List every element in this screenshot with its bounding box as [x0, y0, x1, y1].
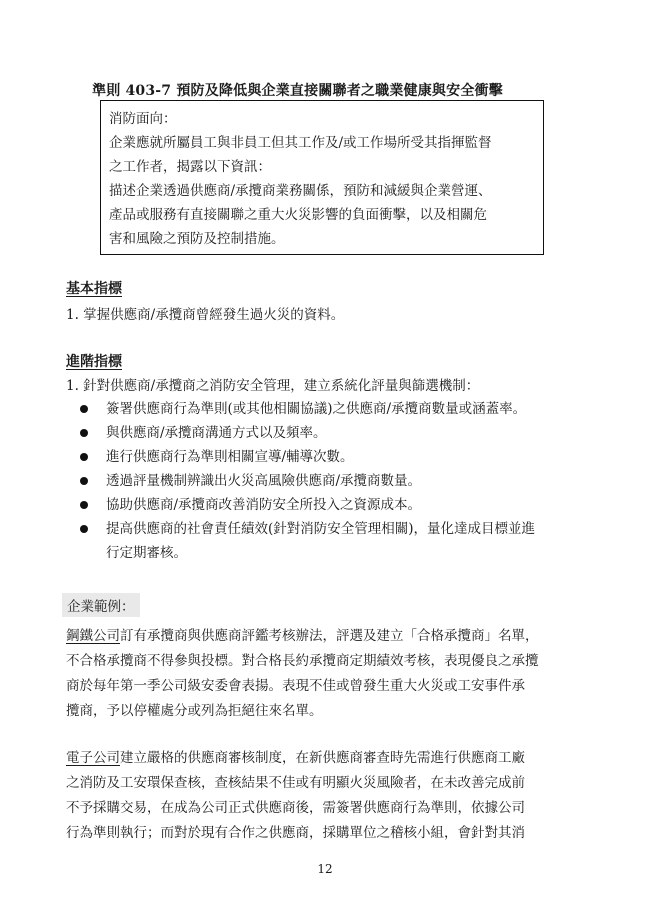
bullet-item: 進行供應商行為準則相關宣導/輔導次數。 — [80, 445, 600, 469]
advanced-indicators-title: 進階指標 — [66, 354, 122, 370]
box-label: 消防面向： — [109, 111, 177, 127]
paragraph-line: 攬商，予以停權處分或列為拒絕往來名單。 — [66, 703, 323, 719]
box-line: 企業應就所屬員工與非員工但其工作及/或工作場所受其指揮監督 — [109, 135, 492, 151]
advanced-indicator-item: 1. 針對供應商/承攬商之消防安全管理，建立系統化評量與篩選機制： — [66, 378, 480, 394]
bullet-text-line: 提高供應商的社會責任績效(針對消防安全管理相關)，量化達成目標並進 — [106, 521, 536, 537]
bullet-item — [80, 517, 600, 565]
paragraph-line: 不予採購交易，在成為公司正式供應商後，需簽署供應商行為準則，依據公司 — [66, 800, 525, 816]
standard-heading: 準則 403-7 預防及降低與企業直接關聯者之職業健康與安全衝擊 — [92, 83, 503, 99]
steel-company-paragraph — [66, 624, 586, 724]
box-line: 產品或服務有直接關聯之重大火災影響的負面衝擊，以及相關危 — [109, 207, 487, 223]
disclosure-box — [100, 100, 544, 255]
paragraph-line: 訂有承攬商與供應商評鑑考核辦法，評選及建立「合格承攬商」名單， — [120, 628, 539, 644]
bullet-item: 透過評量機制辨識出火災高風險供應商/承攬商數量。 — [80, 469, 600, 493]
example-label: 企業範例： — [62, 593, 140, 617]
bullet-item: 與供應商/承攬商溝通方式以及頻率。 — [80, 421, 600, 445]
basic-indicators-title: 基本指標 — [66, 281, 122, 297]
box-line: 之工作者，揭露以下資訊： — [109, 159, 271, 175]
paragraph-line: 行為準則執行；而對於現有合作之供應商，採購單位之稽核小組，會針對其消 — [66, 825, 525, 841]
box-line: 描述企業透過供應商/承攬商業務關係，預防和減緩與企業營運、 — [109, 183, 492, 199]
box-line: 害和風險之預防及控制措施。 — [109, 231, 285, 247]
advanced-bullet-list — [80, 397, 600, 565]
basic-indicator-item: 1. 掌握供應商/承攬商曾經發生過火災的資料。 — [66, 307, 345, 323]
company-name: 鋼鐵公司 — [66, 628, 120, 644]
bullet-text-line: 行定期審核。 — [106, 545, 187, 561]
paragraph-line: 之消防及工安環保查核，查核結果不佳或有明顯火災風險者，在未改善完成前 — [66, 775, 525, 791]
bullet-item: 簽署供應商行為準則(或其他相關協議)之供應商/承攬商數量或涵蓋率。 — [80, 397, 600, 421]
electronics-company-paragraph — [66, 746, 586, 846]
paragraph-line: 不合格承攬商不得參與投標。對合格長約承攬商定期績效考核，表現優良之承攬 — [66, 653, 539, 669]
paragraph-line: 商於每年第一季公司級安委會表揚。表現不佳或曾發生重大火災或工安事件承 — [66, 678, 525, 694]
bullet-item: 協助供應商/承攬商改善消防安全所投入之資源成本。 — [80, 493, 600, 517]
company-name: 電子公司 — [66, 750, 120, 766]
page-number: 12 — [317, 862, 333, 876]
paragraph-line: 建立嚴格的供應商審核制度，在新供應商審查時先需進行供應商工廠 — [120, 750, 525, 766]
